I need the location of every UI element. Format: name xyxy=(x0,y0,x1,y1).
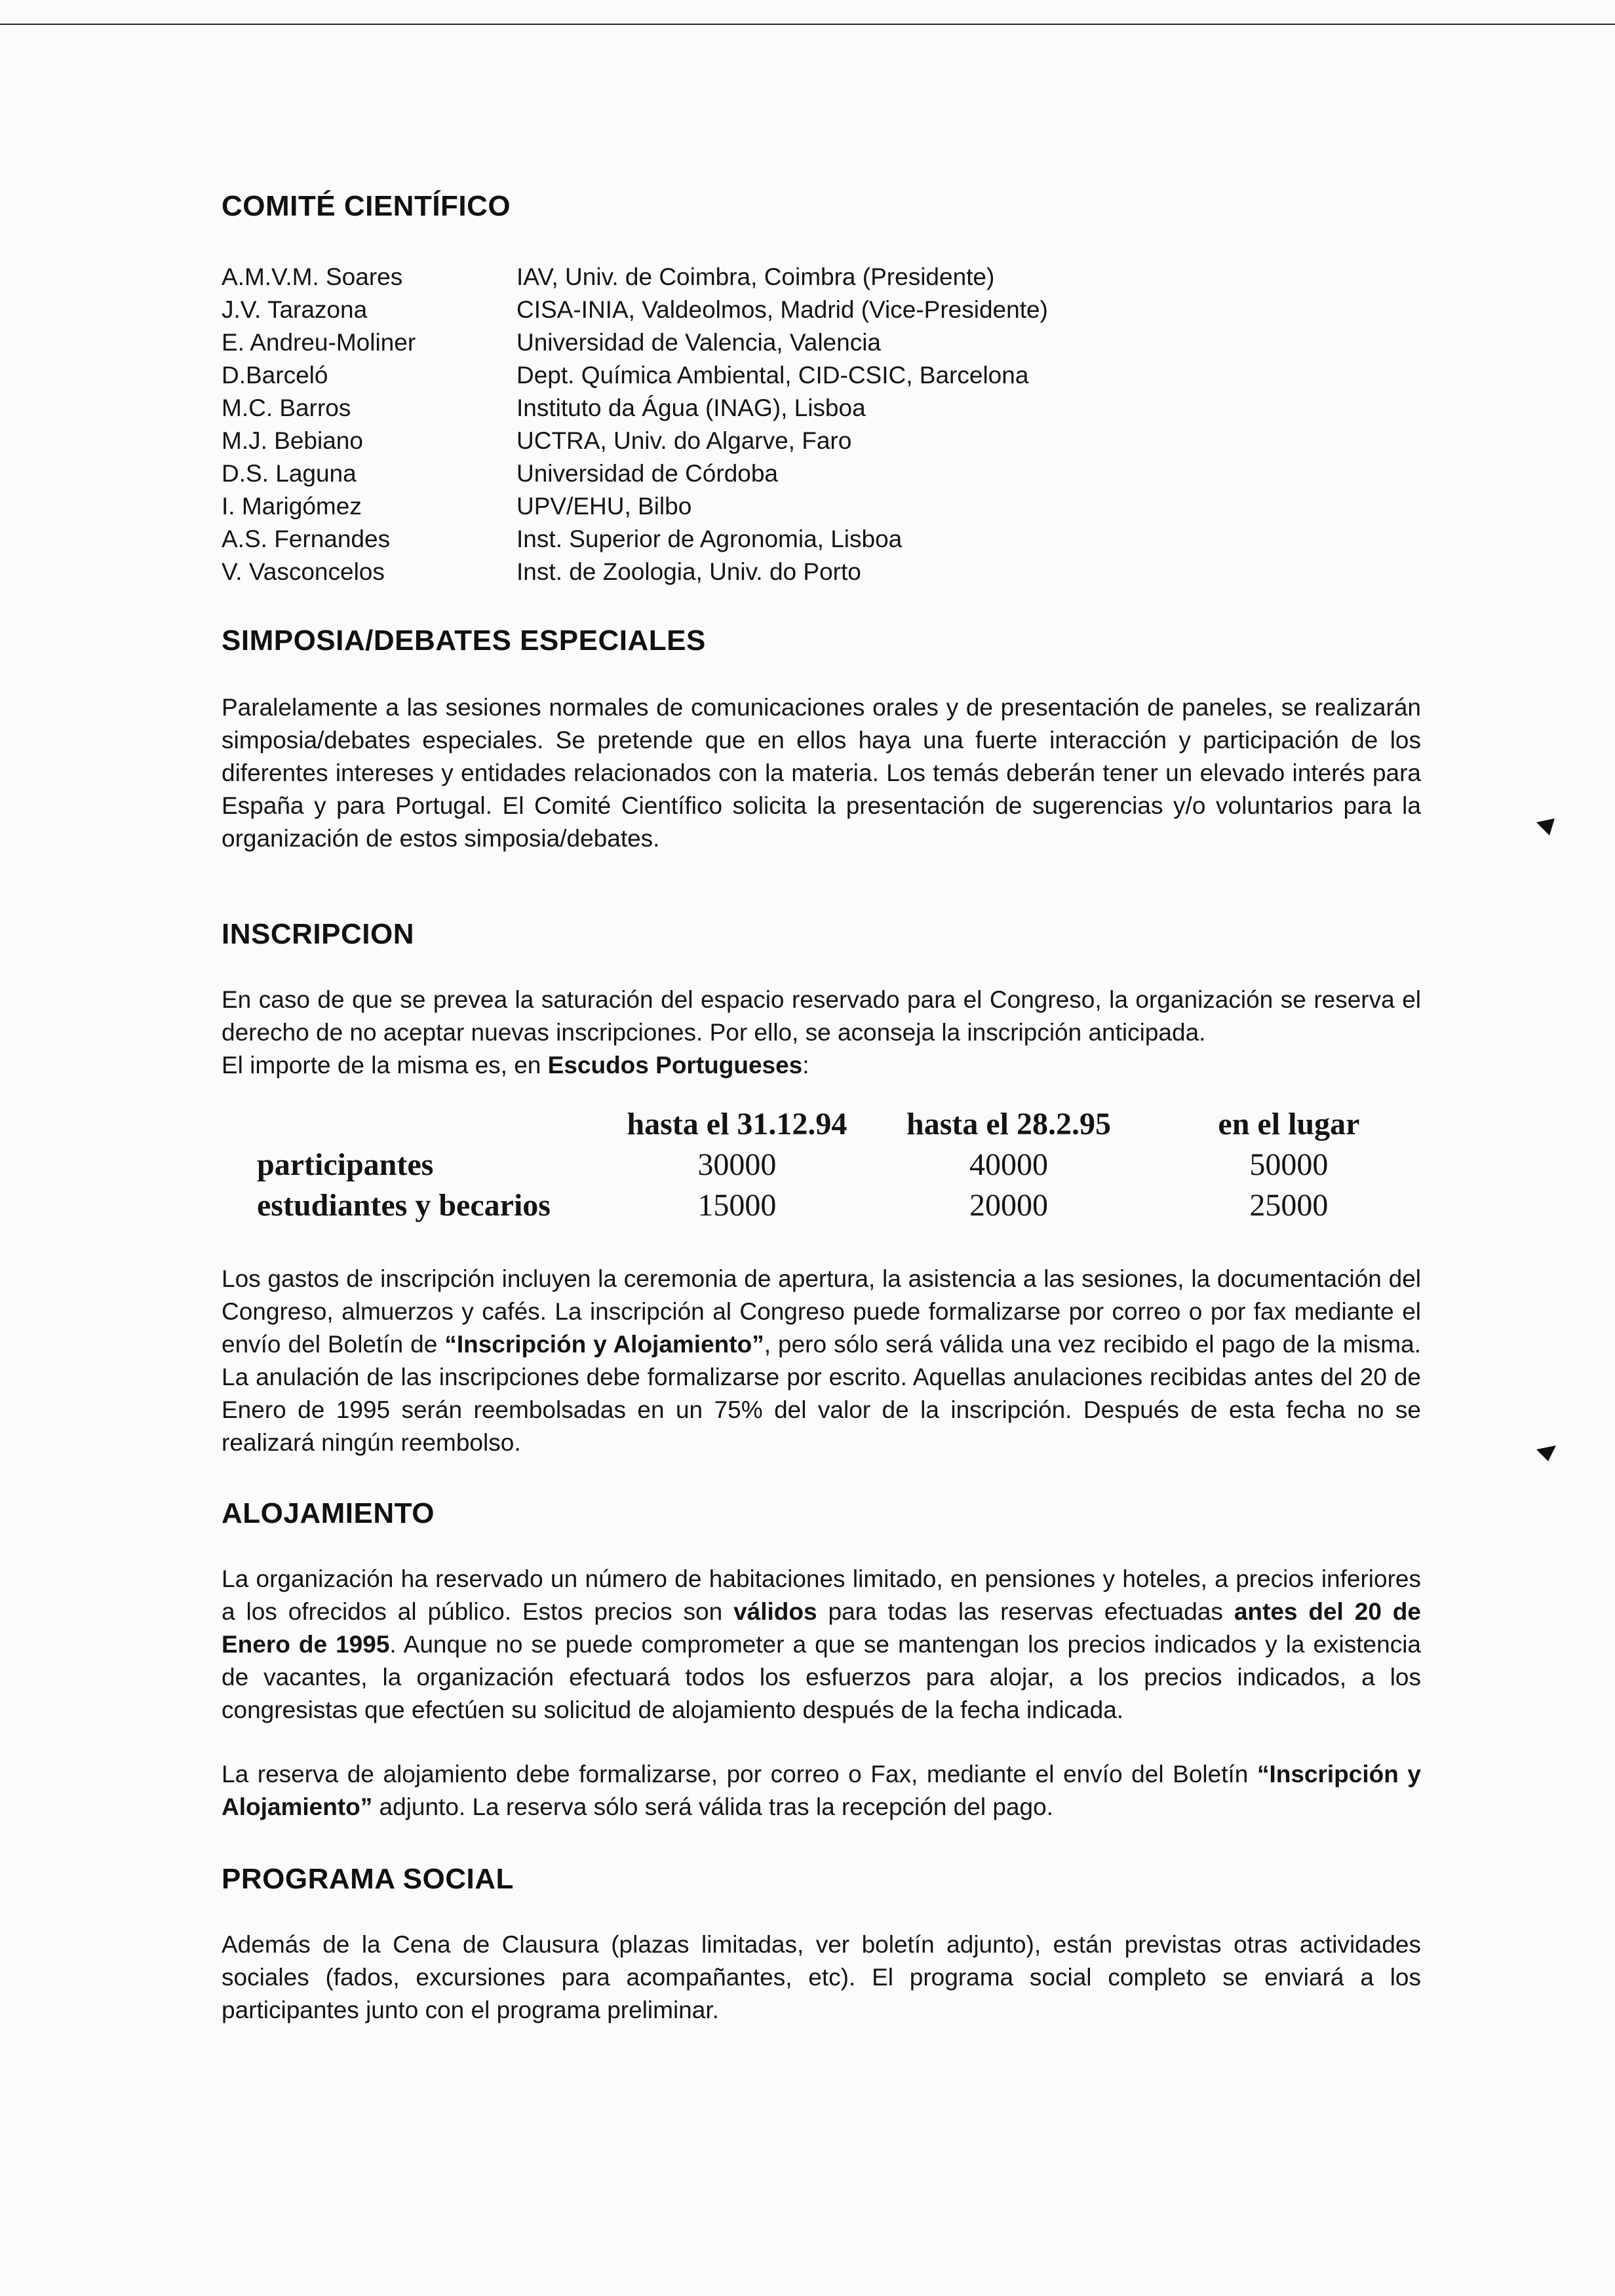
member-name: D.S. Laguna xyxy=(222,460,357,487)
alojamiento-paragraph-2 xyxy=(222,1758,1421,1824)
alojamiento-text: . Aunque no se puede comprometer a que se mantengan los precios indicados y la existencia de vacantes, la organización efectuará todos los esfuerzos para alojar, a los precios indicados, a los congresistas que efectúen su solicitud de alojamiento después de la fecha indicada. xyxy=(222,1631,1421,1723)
gastos-paragraph xyxy=(222,1263,1421,1459)
member-affiliation: Instituto da Água (INAG), Lisboa xyxy=(516,394,866,421)
member-affiliation: CISA-INIA, Valdeolmos, Madrid (Vice-Presidente) xyxy=(516,296,1048,323)
fees-cell: 20000 xyxy=(969,1188,1048,1223)
alojamiento-boletin: “Inscripción y Alojamiento” xyxy=(222,1761,1422,1820)
fees-row xyxy=(257,1145,1421,1185)
fees-cell: 40000 xyxy=(969,1147,1048,1182)
importe-currency: Escudos Portugueses xyxy=(547,1052,803,1079)
fees-row xyxy=(257,1185,1421,1226)
member-affiliation: UCTRA, Univ. do Algarve, Faro xyxy=(516,427,852,454)
importe-suffix: : xyxy=(802,1052,809,1079)
member-affiliation: IAV, Univ. de Coimbra, Coimbra (Presidente) xyxy=(516,263,995,290)
fees-corner xyxy=(257,1104,613,1145)
importe-prefix: El importe de la misma es, en xyxy=(222,1052,548,1079)
programa-paragraph: Además de la Cena de Clausura (plazas limitadas, ver boletín adjunto), están previstas otras actividades sociales (fados, excursiones para acompañantes, etc). El programa social completo se enviará a los participantes junto con el programa preliminar. xyxy=(222,1931,1421,2023)
gastos-text-1: Los gastos de inscripción incluyen la ceremonia de apertura, la asistencia a las sesiones, la documentación del Congreso, almuerzos y cafés. La inscripción al Congreso puede formalizarse por correo o por fax mediante el envío del Boletín de xyxy=(222,1265,1421,1358)
member-affiliation: UPV/EHU, Bilbo xyxy=(516,493,692,520)
member-name: J.V. Tarazona xyxy=(222,296,368,323)
member-name: V. Vasconcelos xyxy=(222,558,385,585)
simposia-heading: SIMPOSIA/DEBATES ESPECIALES xyxy=(222,624,706,657)
fees-cell: 50000 xyxy=(1249,1147,1329,1182)
fees-header: hasta el 28.2.95 xyxy=(906,1107,1111,1141)
document-page xyxy=(222,190,1421,2027)
fees-header-row xyxy=(257,1104,1421,1145)
fees-header: hasta el 31.12.94 xyxy=(627,1107,847,1141)
fees-cell: 30000 xyxy=(697,1147,777,1182)
fees-cell: 15000 xyxy=(697,1188,777,1223)
alojamiento-text: La organización ha reservado un número de habitaciones limitado, en pensiones y hoteles, a precios inferiores a los ofrecidos al público. Estos precios son xyxy=(222,1565,1421,1625)
member-name: I. Marigómez xyxy=(222,493,362,520)
fees-header: en el lugar xyxy=(1218,1107,1360,1141)
simposia-paragraph: Paralelamente a las sesiones normales de comunicaciones orales y de presentación de paneles, se realizarán simposia/debates especiales. Se pretende que en ellos haya una fuerte interacción y participación de los diferentes intereses y entidades relacionados con la materia. Los temás deberán tener un elevado interés para España y para Portugal. El Comité Científico solicita la presentación de sugerencias y/o voluntarios para la organización de estos simposia/debates. xyxy=(222,694,1421,852)
programa-heading: PROGRAMA SOCIAL xyxy=(222,1863,514,1895)
member-affiliation: Universidad de Valencia, Valencia xyxy=(516,329,882,356)
inscripcion-heading: INSCRIPCION xyxy=(222,918,414,950)
alojamiento-bold: válidos xyxy=(733,1598,817,1625)
importe-line xyxy=(222,1049,1421,1082)
comite-heading: COMITÉ CIENTÍFICO xyxy=(222,190,511,222)
member-affiliation: Dept. Química Ambiental, CID-CSIC, Barcelona xyxy=(516,362,1029,389)
member-name: A.M.V.M. Soares xyxy=(222,263,403,290)
alojamiento-paragraph-1 xyxy=(222,1563,1421,1727)
punch-hole-mark xyxy=(1535,816,1557,838)
alojamiento-heading: ALOJAMIENTO xyxy=(222,1497,435,1529)
alojamiento-bold: antes del 20 de Enero de 1995 xyxy=(222,1598,1421,1658)
fees-row-label: participantes xyxy=(257,1147,434,1182)
member-name: D.Barceló xyxy=(222,362,328,389)
member-affiliation: Universidad de Córdoba xyxy=(516,460,779,487)
fees-row-label: estudiantes y becarios xyxy=(257,1188,551,1223)
fees-cell: 25000 xyxy=(1249,1188,1329,1223)
punch-hole-mark xyxy=(1535,1442,1557,1464)
gastos-boletin: “Inscripción y Alojamiento” xyxy=(444,1331,764,1358)
fees-table xyxy=(257,1104,1421,1226)
member-affiliation: Inst. Superior de Agronomia, Lisboa xyxy=(516,526,903,552)
member-name: M.C. Barros xyxy=(222,394,351,421)
alojamiento-text: para todas las reservas efectuadas xyxy=(817,1598,1234,1625)
alojamiento-text: adjunto. La reserva sólo será válida tras la recepción del pago. xyxy=(372,1793,1053,1820)
member-name: A.S. Fernandes xyxy=(222,526,391,552)
committee-list xyxy=(222,262,1421,586)
inscripcion-intro: En caso de que se prevea la saturación del espacio reservado para el Congreso, la organización se reserva el derecho de no aceptar nuevas inscripciones. Por ello, se aconseja la inscripción anticipada. xyxy=(222,986,1421,1046)
member-name: M.J. Bebiano xyxy=(222,427,363,454)
alojamiento-text: La reserva de alojamiento debe formalizarse, por correo o Fax, mediante el envío del Boletín xyxy=(222,1761,1257,1788)
member-name: E. Andreu-Moliner xyxy=(222,329,416,356)
top-rule xyxy=(0,24,1615,25)
member-affiliation: Inst. de Zoologia, Univ. do Porto xyxy=(516,558,861,585)
gastos-text-2: , pero sólo será válida una vez recibido el pago de la misma. La anulación de las inscripciones debe formalizarse por escrito. Aquellas anulaciones recibidas antes del 20 de Enero de 1995 serán reembolsadas en un 75% del valor de la inscripción. Después de esta fecha no se realizará ningún reembolso. xyxy=(222,1331,1421,1456)
